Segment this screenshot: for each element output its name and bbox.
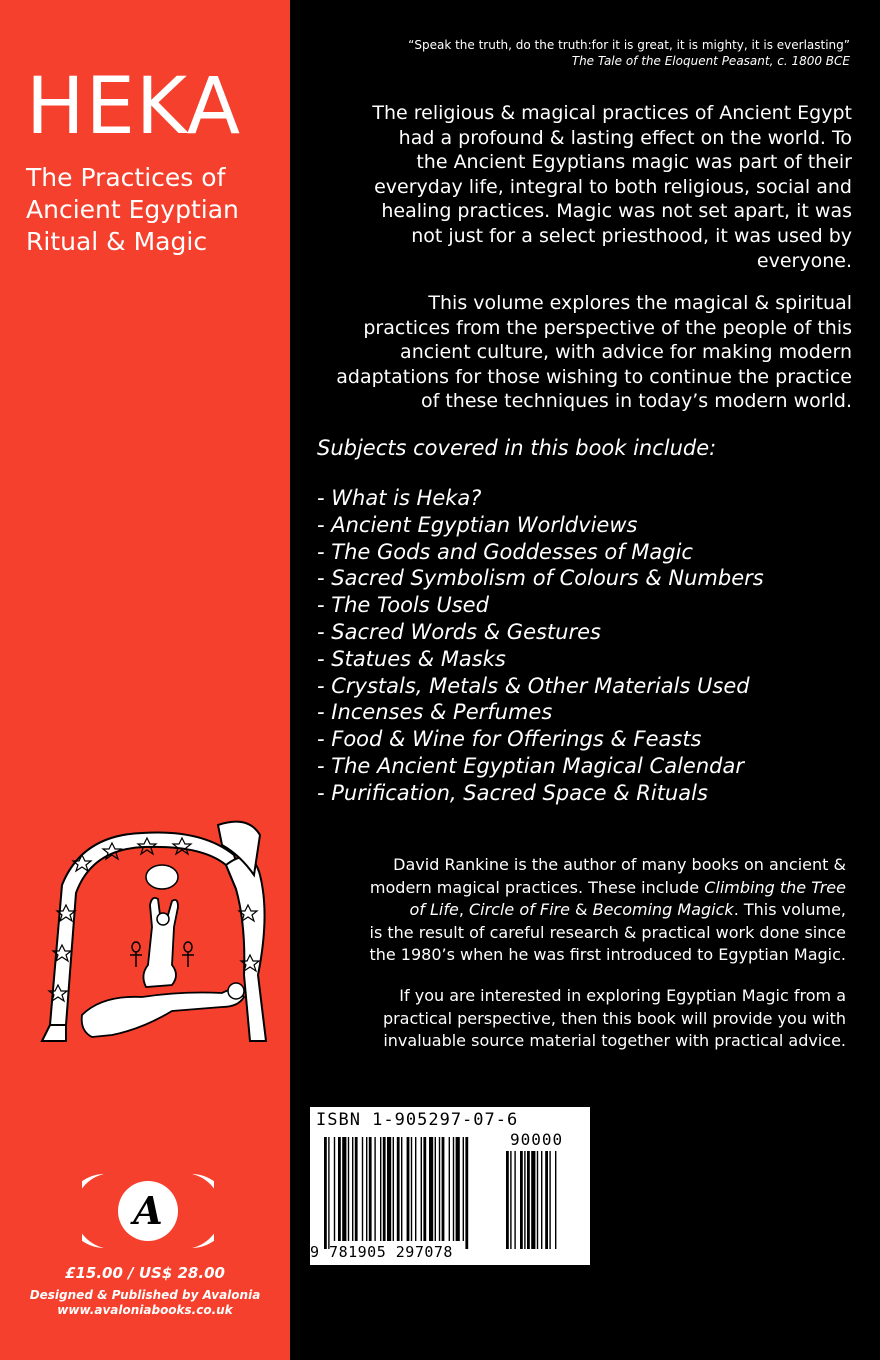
volume-line: This volume explores the magical & spiritual — [428, 292, 852, 314]
website: www.avaloniabooks.co.uk — [57, 1303, 233, 1317]
intro-line: had a profound & lasting effect on the world. To — [398, 126, 852, 149]
barcode-bar — [401, 1137, 402, 1241]
barcode-bar — [324, 1137, 327, 1249]
price: £15.00 / US$ 28.00 — [65, 1264, 225, 1282]
barcode-bar — [449, 1137, 450, 1241]
barcode-bar — [374, 1137, 375, 1241]
bio-text: modern magical practices. These include — [369, 877, 705, 897]
epigraph — [408, 37, 850, 69]
subject-item: - The Tools Used — [317, 593, 489, 618]
price-code-bar — [531, 1151, 535, 1249]
egyptian-sky-goddess-illustration — [22, 815, 280, 1050]
barcode-bar — [362, 1137, 363, 1241]
barcode-bar — [348, 1137, 349, 1241]
avalonia-logo — [82, 1170, 214, 1252]
barcode-bar — [387, 1137, 391, 1241]
barcode-bar — [423, 1137, 426, 1241]
subtitle-line: Ancient Egyptian — [26, 195, 239, 224]
subject-item: - What is Heka? — [317, 486, 482, 510]
intro-line: not just for a select priesthood, it was used by — [411, 224, 852, 247]
barcode-bar — [397, 1137, 400, 1241]
price-code-bar — [537, 1151, 538, 1249]
book-title: HEKA — [26, 62, 242, 152]
book-title-climbing: Climbing the Tree — [704, 877, 846, 897]
intro-line: The religious & magical practices of Ancient Egypt — [372, 102, 852, 124]
barcode-bar — [439, 1137, 440, 1241]
price-code: 90000 — [510, 1130, 564, 1149]
barcode-bar — [463, 1137, 464, 1241]
intro-line: everyday life, integral to both religious, social and — [374, 175, 852, 198]
bio-line: is the result of careful research & practical work done since — [369, 922, 846, 942]
barcode-bar — [393, 1137, 394, 1241]
barcode-bar — [366, 1137, 367, 1241]
volume-line: ancient culture, with advice for making modern — [400, 341, 852, 364]
subject-item: - Sacred Words & Gestures — [317, 619, 601, 644]
barcode-bar — [442, 1137, 445, 1241]
barcode-bars — [310, 1107, 590, 1265]
barcode-bar — [338, 1137, 341, 1241]
isbn-barcode — [310, 1107, 590, 1265]
subject-item: - Purification, Sacred Space & Rituals — [317, 780, 708, 805]
subjects-heading: Subjects covered in this book include: — [317, 436, 717, 460]
left-panel — [0, 0, 290, 1360]
bio-text: . This volume, — [733, 900, 846, 919]
volume-paragraph — [336, 291, 852, 414]
book-subtitle — [26, 162, 239, 258]
barcode-bar — [380, 1137, 381, 1241]
subject-item: - Incenses & Perfumes — [317, 700, 553, 725]
barcode-bar — [334, 1137, 335, 1241]
price-code-bar — [510, 1151, 511, 1249]
bio-line: the 1980’s when he was first introduced to Egyptian Magic. — [369, 945, 846, 964]
epigraph-source: The Tale of the Eloquent Peasant, c. 1800 BCE — [571, 54, 850, 68]
book-title-becoming: Becoming Magick — [592, 900, 734, 919]
barcode-bar — [415, 1137, 416, 1241]
barcode-bar — [465, 1137, 468, 1249]
isbn-label: ISBN 1-905297-07-6 — [316, 1110, 519, 1130]
barcode-bar — [383, 1137, 386, 1241]
book-title-circle: Circle of Fire — [468, 900, 570, 919]
ean-number: 9 781905 297078 — [310, 1243, 453, 1261]
barcode-bar — [421, 1137, 422, 1241]
closing-line: practical perspective, then this book will provide you with — [382, 1008, 846, 1028]
price-code-bar — [506, 1151, 509, 1249]
price-code-bar — [549, 1151, 550, 1249]
barcode-bar — [328, 1137, 329, 1249]
barcode-bar — [453, 1137, 454, 1241]
intro-line: healing practices. Magic was not set apart, it was — [381, 200, 852, 223]
bio-line — [369, 877, 846, 900]
subject-item: - Crystals, Metals & Other Materials Used — [317, 673, 750, 698]
intro-paragraph — [372, 101, 852, 273]
barcode-bar — [435, 1137, 436, 1241]
publisher: Designed & Published by Avalonia — [29, 1288, 261, 1302]
price-code-bar — [541, 1151, 542, 1249]
price-code-bar — [524, 1151, 525, 1249]
price-code-bar — [555, 1151, 556, 1249]
subjects-list — [317, 485, 764, 807]
epigraph-text: “Speak the truth, do the truth:for it is great, it is mighty, it is everlasting” — [408, 38, 850, 52]
volume-line: adaptations for those wishing to continue the practice — [336, 365, 852, 388]
subject-item: - Ancient Egyptian Worldviews — [317, 512, 638, 537]
price-code-bar — [514, 1151, 515, 1249]
subject-item: - The Ancient Egyptian Magical Calendar — [317, 753, 744, 778]
bio-line — [369, 899, 846, 922]
barcode-bar — [407, 1137, 410, 1241]
volume-line: practices from the perspective of the people of this — [363, 316, 852, 339]
barcode-bar — [429, 1137, 433, 1241]
price-code-bar — [545, 1151, 548, 1249]
subtitle-line: Ritual & Magic — [26, 227, 208, 256]
bio-text: , — [458, 900, 469, 919]
intro-line: everyone. — [756, 249, 852, 272]
price-code-bar — [527, 1151, 530, 1249]
bio-line: David Rankine is the author of many books on ancient & — [393, 855, 846, 874]
logo-letter: A — [133, 1188, 163, 1233]
barcode-bar — [352, 1137, 353, 1241]
subject-item: - The Gods and Goddesses of Magic — [317, 539, 693, 564]
barcode-bar — [342, 1137, 346, 1241]
price-code-bar — [520, 1151, 523, 1249]
closing-paragraph — [383, 985, 846, 1053]
subject-item: - Statues & Masks — [317, 646, 506, 671]
book-title-climbing-cont: of Life — [409, 900, 459, 919]
closing-line: If you are interested in exploring Egyptian Magic from a — [399, 986, 846, 1005]
barcode-bar — [355, 1137, 358, 1241]
volume-line: of these techniques in today’s modern world. — [421, 390, 852, 413]
intro-line: the Ancient Egyptians magic was part of their — [416, 151, 852, 174]
subject-item: - Sacred Symbolism of Colours & Numbers — [317, 566, 764, 591]
closing-line: invaluable source material together with practical advice. — [383, 1031, 846, 1050]
author-bio — [369, 854, 846, 967]
bio-text: & — [569, 900, 593, 919]
barcode-bar — [456, 1137, 460, 1241]
subtitle-line: The Practices of — [26, 163, 226, 192]
barcode-bar — [411, 1137, 412, 1241]
barcode-bar — [369, 1137, 372, 1241]
subject-item: - Food & Wine for Offerings & Feasts — [317, 727, 702, 752]
